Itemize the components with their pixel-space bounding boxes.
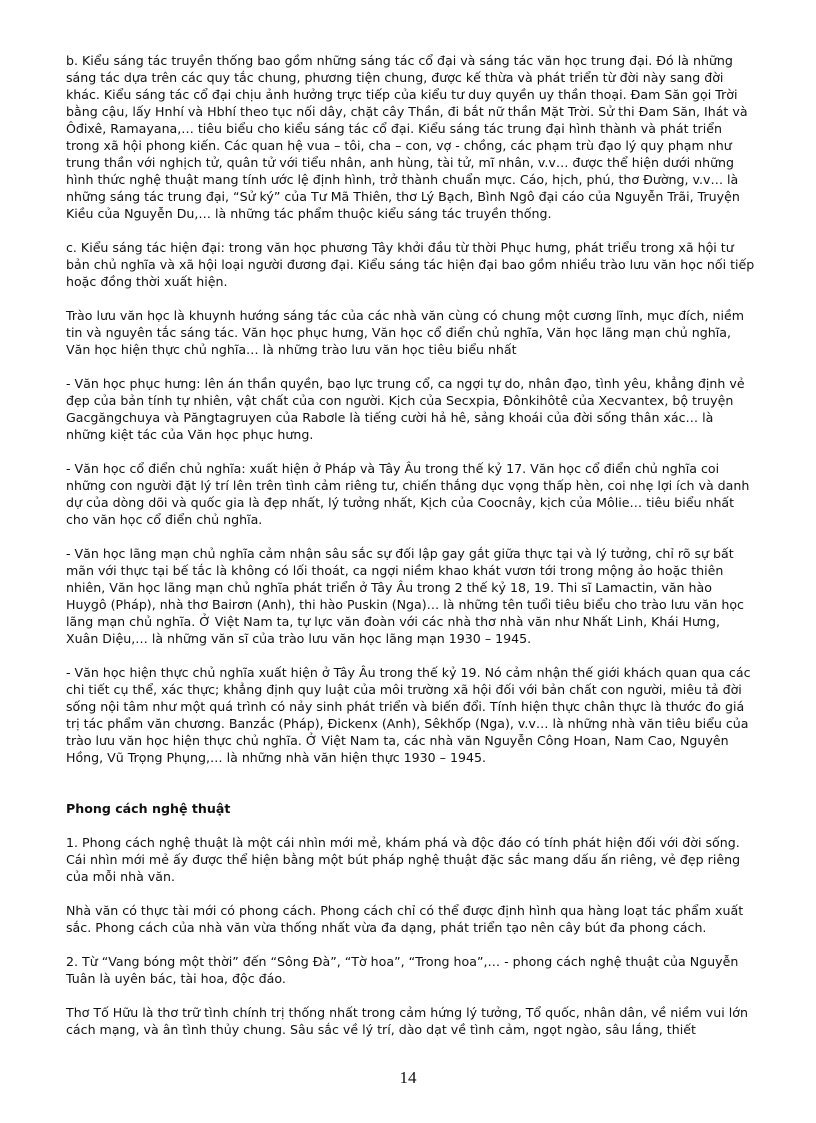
paragraph-art-style-2: 2. Từ “Vang bóng một thời” đến “Sông Đà”, “Tờ hoa”, “Trong hoa”,… - phong cách nghệ thuật của Nguyễn Tuân là uyên bác, tài hoa, độc đáo. — [66, 954, 739, 986]
paragraph-to-huu: Thơ Tố Hữu là thơ trữ tình chính trị thống nhất trong cảm hứng lý tưởng, Tổ quốc, nhân dân, về niềm vui lớn cách mạng, và ân tình thủy chung. Sâu sắc về lý trí, dào dạt về tình cảm, ngọt ngào, sâu lắng, thiết — [66, 1005, 748, 1037]
paragraph-realism: - Văn học hiện thực chủ nghĩa xuất hiện ở Tây Âu trong thế kỷ 19. Nó cảm nhận thế giới khách quan qua các chi tiết cụ thể, xác thực; khẳng định quy luật của môi trường xã hội đối với bản chất con người, miêu tả đời sống nội tâm như một quá trình có nảy sinh phát triển và biến đổi. Tính hiện thực chân thực là thước đo giá trị tác phẩm văn chương. Banzắc (Pháp), Đickenx (Anh), Sêkhốp (Nga), v.v… là những nhà văn tiêu biểu của trào lưu văn học hiện thực chủ nghĩa. Ở Việt Nam ta, các nhà văn Nguyễn Công Hoan, Nam Cao, Nguyên Hồng, Vũ Trọng Phụng,… là những nhà văn hiện thực 1930 – 1945. — [66, 665, 751, 765]
paragraph-art-style-talent: Nhà văn có thực tài mới có phong cách. Phong cách chỉ có thể được định hình qua hàng loạt tác phẩm xuất sắc. Phong cách của nhà văn vừa thống nhất vừa đa dạng, phát triển tạo nên cây bút đa phong cách. — [66, 903, 744, 935]
paragraph-romanticism: - Văn học lãng mạn chủ nghĩa cảm nhận sâu sắc sự đối lập gay gắt giữa thực tại và lý tưởng, chỉ rõ sự bất mãn với thực tại bế tắc là không có lối thoát, ca ngợi niềm khao khát vươn tới trong mộng ảo hoặc thiên nhiên, Văn học lãng mạn chủ nghĩa phát triển ở Tây Âu trong 2 thế kỷ 18, 19. Thi sĩ Lamactin, văn hào Huygô (Pháp), nhà thơ Bairơn (Anh), thi hào Puskin (Nga)… là những tên tuổi tiêu biểu cho trào lưu văn học lãng mạn chủ nghĩa. Ở Việt Nam ta, tự lực văn đoàn với các nhà thơ nhà văn như Nhất Linh, Khái Hưng, Xuân Diệu,… là những văn sĩ của trào lưu văn học lãng mạn 1930 – 1945. — [66, 546, 744, 646]
page-number: 14 — [399, 1068, 417, 1087]
paragraph-modern-style: c. Kiểu sáng tác hiện đại: trong văn học phương Tây khởi đầu từ thời Phục hưng, phát triểu trong xã hội tư bản chủ nghĩa và xã hội loại người đương đại. Kiểu sáng tác hiện đại bao gồm nhiều trào lưu văn học nối tiếp hoặc đồng thời xuất hiện. — [66, 240, 755, 289]
paragraph-renaissance: - Văn học phục hưng: lên án thần quyền, bạo lực trung cổ, ca ngợi tự do, nhân đạo, tình yêu, khẳng định vẻ đẹp của bản tính tự nhiên, vật chất của con người. Kịch của Secxpia, Đônkihôtê của Xecvantex, bộ truyện Gacgăngchuya và Păngtagruyen của Rabơle là tiếng cười hả hê, sảng khoái của đời sống thân xác… là những kiệt tác của Văn học phục hưng. — [66, 376, 745, 442]
paragraph-classicism: - Văn học cổ điển chủ nghĩa: xuất hiện ở Pháp và Tây Âu trong thế kỷ 17. Văn học cổ điển chủ nghĩa coi những con người đặt lý trí lên trên tình cảm riêng tư, chiến thắng dục vọng thấp hèn, coi nhẹ lợi ích và danh dự của dòng dõi và quốc gia là đẹp nhất, lý tưởng nhất, Kịch của Coocnây, kịch của Môlie… tiêu biểu nhất cho văn học cổ điển chủ nghĩa. — [66, 461, 750, 527]
paragraph-traditional-style: b. Kiểu sáng tác truyền thống bao gồm những sáng tác cổ đại và sáng tác văn học trung đại. Đó là những sáng tác dựa trên các quy tắc chung, phương tiện chung, được kế thừa và phát triển từ đời này sang đời khác. Kiểu sáng tác cổ đại chịu ảnh hưởng trực tiếp của kiểu tư duy quyền uy thần thoại. Đam Săn gọi Trời bằng cậu, lấy Hnhí và Hbhí theo tục nối dây, chặt cây Thần, đi bắt nữ thần Mặt Trời. Sử thi Đam Săn, Ihát và Ôđixê, Ramayana,… tiêu biểu cho kiểu sáng tác cổ đại. Kiểu sáng tác trung đại hình thành và phát triển trong xã hội phong kiến. Các quan hệ vua – tôi, cha – con, vợ - chồng, các phạm trù đạo lý quy phạm như trung thần với nghịch tử, quân tử với tiểu nhân, anh hùng, tài tử, mĩ nhân, v.v… được thể hiện dưới những hình thức nghệ thuật mang tính ước lệ định hình, trở thành chuẩn mực. Cáo, hịch, phú, thơ Đường, v.v… là những sáng tác trung đại, “Sử ký” của Tư Mã Thiên, thơ Lý Bạch, Bình Ngô đại cáo của Nguyễn Trãi, Truyện Kiều của Nguyễn Du,… là những tác phẩm thuộc kiểu sáng tác truyền thống. — [66, 53, 748, 221]
paragraph-literary-movement: Trào lưu văn học là khuynh hướng sáng tác của các nhà văn cùng có chung một cương lĩnh, mục đích, niềm tin và nguyên tắc sáng tác. Văn học phục hưng, Văn học cổ điển chủ nghĩa, Văn học lãng mạn chủ nghĩa, Văn học hiện thực chủ nghĩa… là những trào lưu văn học tiêu biểu nhất — [66, 308, 745, 357]
section-heading: Phong cách nghệ thuật — [66, 801, 231, 816]
paragraph-art-style-1: 1. Phong cách nghệ thuật là một cái nhìn mới mẻ, khám phá và độc đáo có tính phát hiện đối với đời sống. Cái nhìn mới mẻ ấy được thể hiện bằng một bút pháp nghệ thuật đặc sắc mang dấu ấn riêng, vẻ đẹp riêng của mỗi nhà văn. — [66, 835, 741, 884]
